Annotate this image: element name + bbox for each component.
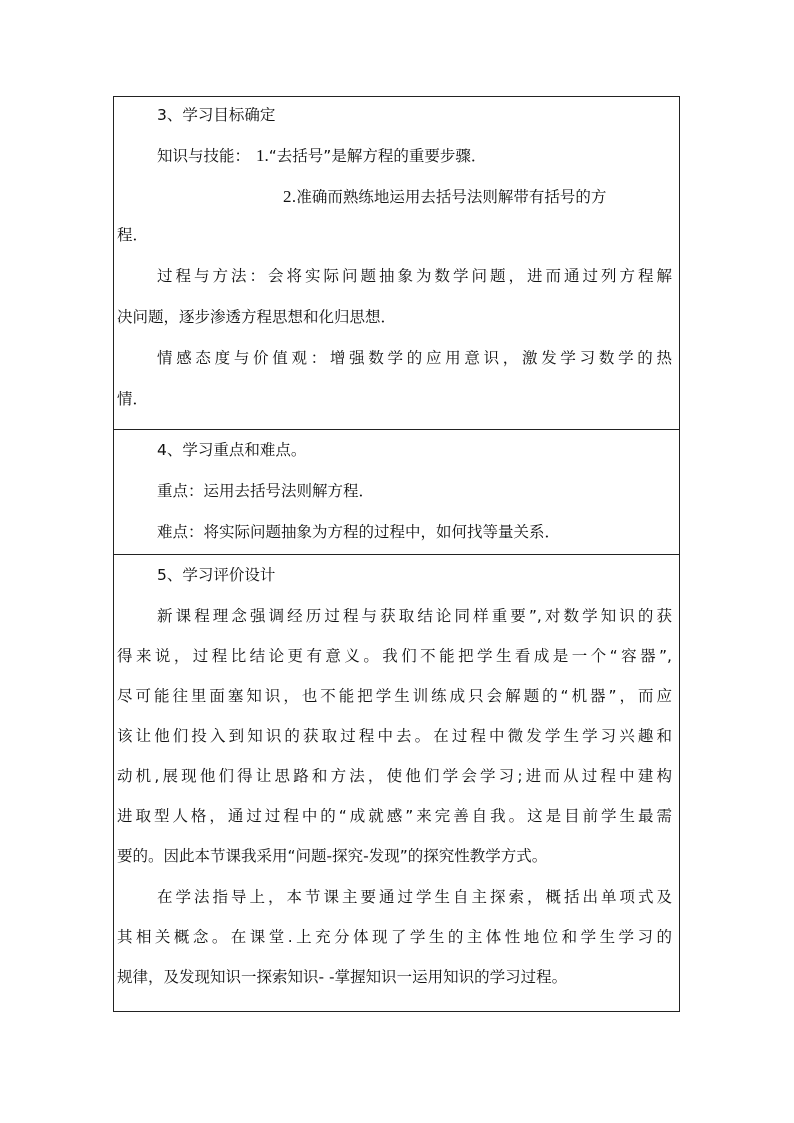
difficulty-line [117,522,672,542]
item-number-2: 2 [283,187,292,206]
lesson-plan-table [113,96,680,1012]
item-number-1: 1. [256,146,269,165]
cell-key-points [114,430,680,555]
evaluation-paragraph-1-line: 要的。因此本节课我采用“问题-探究-发现”的探究性教学方式。 [117,847,548,865]
emotion-attitude-line-1: 情感态度与价值观：增强数学的应用意识，激发学习数学的热 [157,349,672,367]
evaluation-paragraph-1-line: 尽可能往里面塞知识，也不能把学生训练成只会解题的“机器”，而应 [117,687,672,705]
knowledge-item-1: “去括号”是解方程的重要步骤． [268,147,487,165]
evaluation-paragraph-1-line: 新课程理念强调经历过程与获取结论同样重要”,对数学知识的获 [157,607,672,625]
knowledge-skill-label: 知识与技能： [157,147,251,165]
emotion-attitude-line-2: 情． [117,390,149,408]
evaluation-paragraph-1-line: 进取型人格，通过过程中的“成就感”来完善自我。这是目前学生最需 [117,807,672,825]
key-point-label: 重点： [157,482,204,500]
evaluation-paragraph-1-line: 动机,展现他们得让思路和方法，使他们学会学习;进而从过程中建构 [117,767,672,785]
row-key-points [114,430,680,555]
section-heading-4: 4、学习重点和难点。 [157,441,307,459]
process-method-line-1: 过程与方法：会将实际问题抽象为数学问题，进而通过列方程解 [157,267,672,285]
knowledge-item-2: .准确而熟练地运用去括号法则解带有括号的方 [291,188,607,206]
evaluation-paragraph-2-line: 在学法指导上，本节课主要通过学生自主探索，概括出单项式及 [157,888,672,906]
row-learning-objectives [114,97,680,430]
key-point-line [117,481,672,501]
evaluation-paragraph-1-line: 得来说，过程比结论更有意义。我们不能把学生看成是一个“容器”, [117,647,672,665]
evaluation-paragraph-2-line: 其相关概念。在课堂.上充分体现了学生的主体性地位和学生学习的 [117,928,672,946]
cell-evaluation-design [114,555,680,1012]
section-heading-3: 3、学习目标确定 [157,106,276,124]
evaluation-paragraph-1-line: 该让他们投入到知识的获取过程中去。在过程中微发学生学习兴趣和 [117,727,672,745]
cell-learning-objectives [114,97,680,430]
row-evaluation-design [114,555,680,1012]
knowledge-item-2-continuation: 程． [117,226,149,244]
evaluation-paragraph-2-line: 规律，及发现知识一探索知识- -掌握知识一运用知识的学习过程。 [117,968,568,986]
knowledge-skill-line [117,146,672,166]
key-point-text: 运用去括号法则解方程． [203,482,375,500]
difficulty-label: 难点： [157,523,204,541]
difficulty-text: 将实际问题抽象为方程的过程中，如何找等量关系． [203,523,561,541]
process-method-line-2: 决问题，逐步渗透方程思想和化归思想． [117,308,397,326]
section-heading-5: 5、学习评价设计 [157,566,276,584]
knowledge-item-2-line [117,187,672,207]
